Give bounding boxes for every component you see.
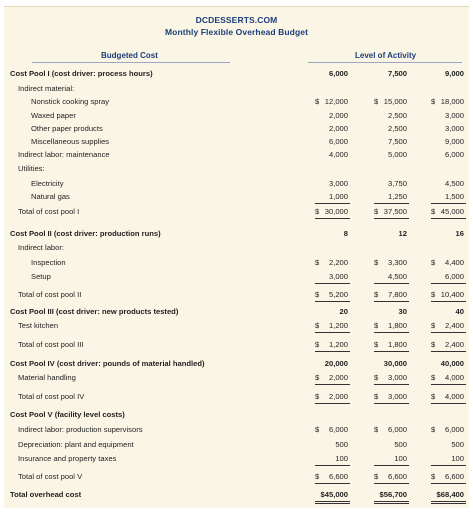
row-label [10,410,269,419]
value-text: 37,500 [383,207,407,216]
currency-symbol: $ [315,207,320,216]
value-underline [315,483,350,484]
value-underline [374,465,409,466]
budget-row [4,192,469,205]
value-text: 2,000 [328,111,348,120]
currency-symbol: $ [374,258,379,267]
currency-symbol: $ [374,290,379,299]
row-label-text: Depreciation: plant and equipment [18,440,134,449]
value-text: 100 [335,454,348,463]
value-text: 3,000 [444,124,464,133]
company-title: DCDESSERTS.COM [195,15,278,25]
row-label [10,490,269,499]
row-label-text: Indirect labor: maintenance [18,150,110,159]
row-label [31,192,269,201]
budget-row [4,164,469,177]
currency-symbol: $ [315,373,320,382]
value-text: 1,200 [328,340,348,349]
budget-row [4,243,469,256]
value-text: 9,000 [444,137,464,146]
value-text: 7,800 [387,290,407,299]
currency-symbol: $ [315,97,320,106]
value-text: 20,000 [324,359,348,368]
value-text: 8 [343,229,348,238]
currency-symbol: $ [374,97,379,106]
value-underline [431,283,466,284]
currency-symbol: $ [315,290,320,299]
currency-symbol: $ [374,373,379,382]
budget-row [4,472,469,485]
value-text: 1,800 [387,340,407,349]
value-text: 30 [398,307,407,316]
value-text: 6,000 [328,425,348,434]
value-text: 18,000 [440,97,464,106]
value-underline [374,503,409,504]
value-text: 3,300 [387,258,407,267]
value-underline [315,218,350,219]
row-label-text: Indirect material: [18,84,75,93]
budget-row [4,272,469,285]
row-label [18,243,269,252]
budget-row [4,359,469,372]
value-text: 2,400 [444,340,464,349]
value-text: 6,000 [328,137,348,146]
value-underline [374,218,409,219]
value-text: 6,600 [387,472,407,481]
budget-row [4,207,469,220]
row-label [18,321,269,330]
row-label-text: Insurance and property taxes [18,454,117,463]
currency-symbol: $ [374,321,379,330]
value-underline [431,332,466,333]
currency-symbol: $ [431,321,436,330]
row-label [31,97,269,106]
level-of-activity-header: Level of Activity [355,51,417,60]
value-underline [431,351,466,352]
value-text: 6,600 [328,472,348,481]
row-label [18,425,269,434]
value-underline [431,301,466,302]
value-underline [374,283,409,284]
value-underline [431,501,466,502]
row-label-text: Utilities: [18,164,45,173]
row-label-text: Other paper products [31,124,103,133]
value-text: 12 [398,229,407,238]
value-underline [431,203,466,204]
value-text: 3,000 [387,392,407,401]
budget-row [4,307,469,320]
budget-row [4,137,469,150]
currency-symbol: $ [374,472,379,481]
row-label-text: Cost Pool I (cost driver: process hours) [10,69,153,78]
row-label [18,164,269,173]
value-text: 5,000 [387,150,407,159]
budget-row [4,454,469,467]
row-label [18,340,269,349]
value-text: 4,000 [444,392,464,401]
value-text: 30,000 [383,359,407,368]
budget-row [4,150,469,163]
value-text: 6,000 [387,425,407,434]
value-underline [431,503,466,504]
value-underline [374,483,409,484]
currency-symbol: $ [431,340,436,349]
value-text: 2,200 [328,258,348,267]
value-text: 2,000 [328,373,348,382]
row-label [18,454,269,463]
value-text: 12,000 [324,97,348,106]
row-label [31,179,269,188]
currency-symbol: $ [431,373,436,382]
currency-symbol: $ [431,392,436,401]
value-text: 1,500 [444,192,464,201]
value-text: 45,000 [440,207,464,216]
value-underline [431,218,466,219]
row-label [18,207,269,216]
budget-row [4,490,469,503]
value-underline [374,301,409,302]
row-label-text: Cost Pool V (facility level costs) [10,410,125,419]
value-text: 2,000 [328,392,348,401]
value-underline [315,503,350,504]
value-text: 2,500 [387,124,407,133]
currency-symbol: $ [374,207,379,216]
value-text: 40 [455,307,464,316]
row-label [18,150,269,159]
value-text: 5,200 [328,290,348,299]
value-underline [315,465,350,466]
currency-symbol: $ [431,258,436,267]
value-underline [315,283,350,284]
row-label [10,69,269,78]
value-text: 500 [451,440,464,449]
row-label-text: Indirect labor: production supervisors [18,425,143,434]
value-text: $56,700 [379,490,407,499]
budget-row [4,425,469,438]
row-label-text: Setup [31,272,51,281]
currency-symbol: $ [431,290,436,299]
value-text: 30,000 [324,207,348,216]
currency-symbol: $ [431,425,436,434]
value-text: 1,200 [328,321,348,330]
value-underline [374,384,409,385]
row-label [31,124,269,133]
row-label [18,290,269,299]
value-underline [315,203,350,204]
value-text: 500 [335,440,348,449]
row-label-text: Total of cost pool IV [18,392,85,401]
currency-symbol: $ [315,392,320,401]
budget-row [4,69,469,82]
value-text: 3,000 [328,272,348,281]
value-text: 3,000 [444,111,464,120]
value-text: 7,500 [387,69,407,78]
row-label [18,472,269,481]
value-underline [315,501,350,502]
value-underline [315,301,350,302]
value-underline [374,403,409,404]
value-underline [315,384,350,385]
budget-subtitle: Monthly Flexible Overhead Budget [165,27,308,37]
budget-row [4,410,469,423]
budget-row [4,229,469,242]
currency-symbol: $ [374,392,379,401]
row-label-text: Waxed paper [31,111,76,120]
row-label-text: Total of cost pool V [18,472,83,481]
value-underline [315,403,350,404]
value-underline [374,203,409,204]
value-text: 6,000 [444,150,464,159]
row-label-text: Total of cost pool III [18,340,84,349]
budget-row [4,321,469,334]
value-text: 4,400 [444,258,464,267]
budget-table [4,7,469,508]
value-text: 2,400 [444,321,464,330]
row-label-text: Total of cost pool II [18,290,82,299]
value-text: 4,500 [387,272,407,281]
row-label-text: Cost Pool III (cost driver: new products tested) [10,307,179,316]
row-label-text: Cost Pool IV (cost driver: pounds of material handled) [10,359,205,368]
value-text: 1,800 [387,321,407,330]
currency-symbol: $ [374,340,379,349]
row-label [18,392,269,401]
row-label-text: Test kitchen [18,321,59,330]
value-text: 1,000 [328,192,348,201]
value-text: $45,000 [320,490,348,499]
value-text: 4,000 [444,373,464,382]
budget-row [4,97,469,110]
currency-symbol: $ [315,472,320,481]
row-label [10,307,269,316]
budget-row [4,340,469,353]
value-text: 6,000 [444,272,464,281]
value-text: 2,000 [328,124,348,133]
value-text: 100 [451,454,464,463]
budgeted-cost-header: Budgeted Cost [101,51,158,60]
row-label-text: Total overhead cost [10,490,82,499]
budget-row [4,258,469,271]
currency-symbol: $ [315,425,320,434]
value-underline [374,501,409,502]
row-label-text: Natural gas [31,192,70,201]
row-label [31,258,269,267]
budget-row [4,440,469,453]
currency-symbol: $ [315,321,320,330]
value-text: 3,000 [328,179,348,188]
value-underline [315,351,350,352]
currency-symbol: $ [315,258,320,267]
value-text: 1,250 [387,192,407,201]
value-text: 9,000 [444,69,464,78]
value-text: 4,500 [444,179,464,188]
row-label-text: Cost Pool II (cost driver: production runs) [10,229,161,238]
row-label-text: Material handling [18,373,76,382]
row-label [31,111,269,120]
row-label-text: Nonstick cooking spray [31,97,110,106]
value-text: 4,000 [328,150,348,159]
value-text: 15,000 [383,97,407,106]
budget-sheet [4,6,469,508]
budget-row [4,111,469,124]
budget-row [4,124,469,137]
value-text: 2,500 [387,111,407,120]
currency-symbol: $ [315,340,320,349]
value-text: 500 [394,440,407,449]
row-label-text: Indirect labor: [18,243,65,252]
row-label [31,272,269,281]
value-text: 40,000 [440,359,464,368]
value-underline [315,332,350,333]
value-text: 100 [394,454,407,463]
row-label-text: Total of cost pool I [18,207,80,216]
row-label-text: Inspection [31,258,66,267]
budget-row [4,392,469,405]
value-underline [374,351,409,352]
value-text: 16 [455,229,464,238]
budget-row [4,373,469,386]
value-underline [431,483,466,484]
row-label-text: Electricity [31,179,64,188]
row-label [18,440,269,449]
value-text: 3,000 [387,373,407,382]
value-text: 7,500 [387,137,407,146]
value-underline [431,465,466,466]
budget-row [4,84,469,97]
value-text: 6,000 [444,425,464,434]
value-underline [431,403,466,404]
currency-symbol: $ [374,425,379,434]
row-label [31,137,269,146]
row-label [10,229,269,238]
value-text: $68,400 [436,490,464,499]
budget-row [4,179,469,192]
value-text: 3,750 [387,179,407,188]
value-text: 6,000 [328,69,348,78]
currency-symbol: $ [431,472,436,481]
value-text: 6,600 [444,472,464,481]
row-label [10,359,269,368]
currency-symbol: $ [431,207,436,216]
value-text: 20 [339,307,348,316]
row-label [18,373,269,382]
row-label [18,84,269,93]
currency-symbol: $ [431,97,436,106]
value-underline [374,332,409,333]
value-underline [431,384,466,385]
budget-row [4,290,469,303]
value-text: 10,400 [440,290,464,299]
row-label-text: Miscellaneous supplies [31,137,110,146]
